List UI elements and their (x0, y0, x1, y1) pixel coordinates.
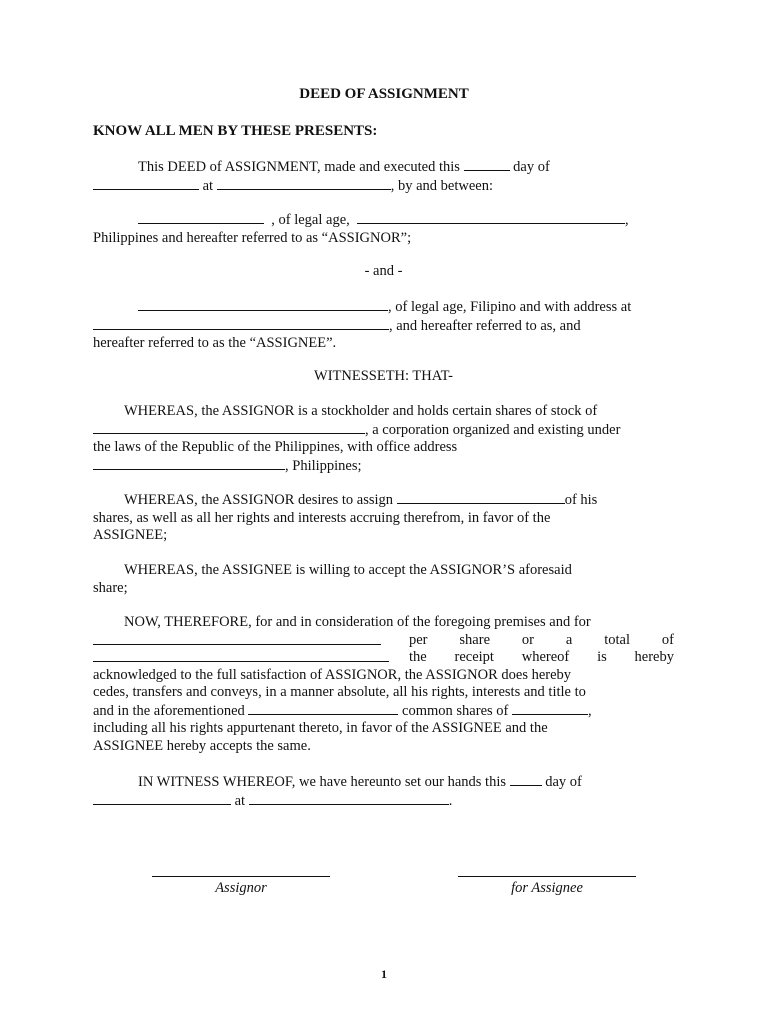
place-blank (217, 177, 391, 190)
assignor-name-blank (138, 211, 264, 224)
total-amount-blank (93, 649, 389, 662)
corporation-blank (93, 421, 365, 434)
in-witness-paragraph: IN WITNESS WHEREOF, we have hereunto set our hands this day of at . (93, 773, 674, 810)
day-blank (464, 158, 510, 171)
witnesseth-heading: WITNESSETH: THAT- (314, 368, 453, 384)
intro-paragraph: This DEED of ASSIGNMENT, made and executed this day of at , by and between: (93, 158, 674, 195)
and-separator: - and - (364, 263, 403, 279)
number-of-shares-blank (248, 702, 398, 715)
assignee-paragraph: , of legal age, Filipino and with address at , and hereafter referred to as, and hereafter referred to as the “ASSIGNEE”. (93, 299, 632, 351)
now-therefore-paragraph: NOW, THEREFORE, for and in consideration of the foregoing premises and for per share or a total of the receipt whereof is hereby acknowledged to the full satisfaction of ASSIGNOR, the ASSIGNOR does hereby cedes, transfers and conveys, in a manner absolute, all his rights, interests and title to and in the aforementioned common shares of , including all his rights appurtenant thereto, in favor of the ASSIGNEE and the ASSIGNEE hereby accepts the same. (93, 614, 674, 754)
witness-month-blank (93, 792, 231, 805)
assignee-name-blank (138, 298, 388, 311)
company-shares-blank (512, 702, 588, 715)
assignee-signature-label: for Assignee (511, 880, 583, 896)
price-per-share-blank (93, 632, 381, 645)
whereas-stockholder-paragraph: WHEREAS, the ASSIGNOR is a stockholder and holds certain shares of stock of , a corporation organized and existing under the laws of the Republic of the Philippines, with office address , Philippines; (93, 403, 621, 474)
assignee-address-blank (93, 317, 389, 330)
shares-count-blank (397, 491, 565, 504)
assignor-address-blank (357, 211, 625, 224)
assignor-paragraph: , of legal age, , Philippines and hereafter referred to as “ASSIGNOR”; (93, 212, 629, 246)
know-all-heading: KNOW ALL MEN BY THESE PRESENTS: (93, 123, 378, 139)
witness-day-blank (510, 773, 542, 786)
assignee-signature-line (458, 876, 636, 877)
whereas-accept-paragraph: WHEREAS, the ASSIGNEE is willing to accept the ASSIGNOR’S aforesaid share; (93, 562, 572, 596)
document-title: DEED OF ASSIGNMENT (299, 86, 469, 102)
assignor-signature-label: Assignor (215, 880, 267, 896)
month-blank (93, 177, 199, 190)
whereas-assign-paragraph: WHEREAS, the ASSIGNOR desires to assign of his shares, as well as all her rights and interests accruing therefrom, in favor of the ASSIGNEE; (93, 492, 598, 543)
witness-place-blank (249, 792, 449, 805)
office-address-blank (93, 457, 285, 470)
assignor-signature-line (152, 876, 330, 877)
page-number: 1 (381, 967, 387, 981)
